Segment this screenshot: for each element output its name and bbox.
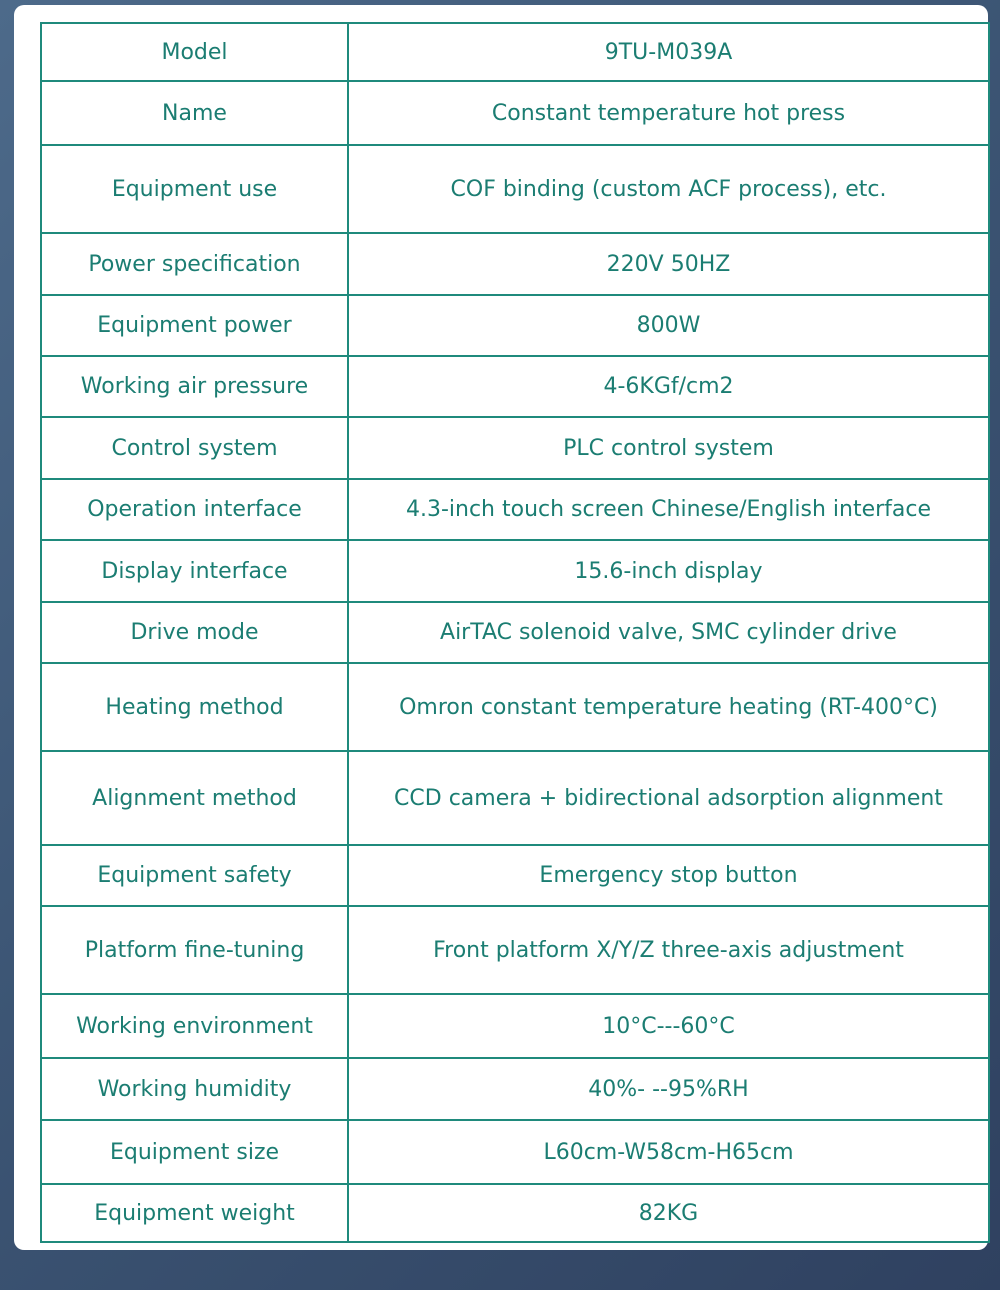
row-label: Power specification [42, 234, 349, 294]
row-value: 10°C---60°C [602, 1013, 735, 1039]
table-row [42, 752, 988, 846]
table-row [42, 234, 988, 296]
row-value: PLC control system [563, 435, 774, 461]
table-row [42, 24, 988, 82]
row-value: Front platform X/Y/Z three-axis adjustment [433, 937, 904, 963]
table-row [42, 907, 988, 995]
row-value: Omron constant temperature heating (RT-400°C) [399, 694, 938, 720]
table-row [42, 541, 988, 603]
row-value: COF binding (custom ACF process), etc. [450, 176, 887, 202]
row-label: Working humidity [42, 1059, 349, 1119]
row-value: Constant temperature hot press [491, 100, 846, 126]
row-label: Equipment weight [42, 1185, 349, 1241]
table-row [42, 1121, 988, 1185]
row-label: Equipment use [42, 146, 349, 232]
table-row [42, 357, 988, 418]
row-label: Working air pressure [42, 357, 349, 416]
table-row [42, 1185, 988, 1241]
table-row [42, 664, 988, 752]
table-row [42, 146, 988, 234]
row-value: AirTAC solenoid valve, SMC cylinder drive [440, 620, 897, 645]
row-value: 15.6-inch display [574, 558, 763, 584]
row-value: CCD camera + bidirectional adsorption alignment [394, 785, 943, 811]
row-label: Alignment method [42, 752, 349, 844]
row-label: Platform fine-tuning [42, 907, 349, 993]
row-label: Equipment safety [42, 846, 349, 905]
row-value: 4-6KGf/cm2 [603, 374, 734, 399]
table-row [42, 418, 988, 480]
table-row [42, 82, 988, 146]
row-value: Emergency stop button [539, 863, 798, 888]
table-row [42, 296, 988, 357]
spec-card [14, 5, 988, 1250]
row-label: Equipment size [42, 1121, 349, 1183]
row-value: 40%- --95%RH [588, 1076, 749, 1102]
spec-table [40, 22, 990, 1243]
row-label: Operation interface [42, 480, 349, 539]
table-row [42, 603, 988, 664]
row-label: Control system [42, 418, 349, 478]
row-label: Drive mode [42, 603, 349, 662]
table-row [42, 995, 988, 1059]
row-value: 220V 50HZ [606, 251, 731, 277]
table-row [42, 480, 988, 541]
table-row [42, 1059, 988, 1121]
row-value: 9TU-M039A [604, 39, 733, 65]
row-label: Equipment power [42, 296, 349, 355]
row-value: 800W [636, 313, 701, 338]
row-label: Working environment [42, 995, 349, 1057]
row-value: 82KG [638, 1200, 699, 1226]
row-label: Heating method [42, 664, 349, 750]
row-label: Name [42, 82, 349, 144]
table-row [42, 846, 988, 907]
row-value: 4.3-inch touch screen Chinese/English interface [405, 497, 932, 522]
row-label: Model [42, 24, 349, 80]
row-value: L60cm-W58cm-H65cm [543, 1139, 794, 1165]
row-label: Display interface [42, 541, 349, 601]
